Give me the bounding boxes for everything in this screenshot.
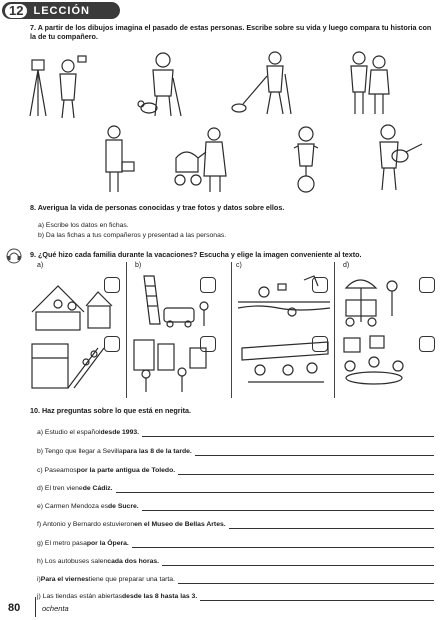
- answer-line[interactable]: [142, 429, 434, 437]
- beach-scene-drawing: [238, 276, 330, 316]
- ex8-item-a: a) Escribe los datos en fichas.: [38, 222, 129, 229]
- ex7-instruction: 7. A partir de los dibujos imagina el pasado de estas personas. Escribe sobre su vida y luego compara tu historia con la de tu compañero.: [30, 23, 432, 41]
- businessman-drawing: [106, 126, 134, 192]
- boy-on-unicycle-drawing: [294, 127, 318, 192]
- answer-line[interactable]: [132, 540, 434, 548]
- sentence-text: a) Estudio el español: [37, 429, 101, 436]
- lesson-number: 12: [5, 4, 27, 18]
- page-word: ochenta: [42, 604, 69, 613]
- guitar-player-drawing: [380, 125, 422, 190]
- ex7-illustrations-row1: [20, 48, 440, 120]
- sentence-text: g) El metro pasa: [37, 540, 87, 547]
- sentence-text: i): [37, 576, 41, 583]
- ex8-item-b: b) Da las fichas a tus compañeros y presentad a las personas.: [38, 232, 227, 239]
- restaurant-scene-drawing: [344, 336, 403, 384]
- sentence-bold-part: cada dos horas.: [107, 558, 160, 565]
- sentence-bold-part: para las 8 de la tarde.: [122, 448, 192, 455]
- sentence-bold-part: por la Ópera.: [86, 540, 129, 547]
- ex7-illustrations-row2: [20, 122, 440, 194]
- sentence-bold-part: desde las 8 hasta las 3.: [122, 593, 198, 600]
- ex10-sentence: [37, 484, 434, 493]
- sentence-bold-part: desde 1993.: [100, 429, 140, 436]
- ex9-col-d-label: d): [343, 262, 350, 269]
- ex9-col-c-label: c): [236, 262, 242, 269]
- sentence-bold-part: de Sucre.: [108, 503, 139, 510]
- lesson-badge: [2, 2, 120, 19]
- answer-line[interactable]: [195, 448, 434, 456]
- old-man-with-dog-drawing: [138, 53, 181, 116]
- sentence-bold-part: Para el viernes: [40, 576, 89, 583]
- ex8-instruction: 8. Averigua la vida de personas conocidas y trae fotos y datos sobre ellos.: [30, 203, 285, 212]
- boat-boarding-drawing: [32, 344, 104, 388]
- ex10-sentence: [37, 575, 434, 584]
- ex9-col-a-label: a): [37, 262, 44, 269]
- market-scene-drawing: [32, 286, 112, 330]
- answer-line[interactable]: [229, 521, 434, 529]
- leaning-tower-drawing: [144, 276, 208, 327]
- sentence-text: d) El tren viene: [37, 485, 83, 492]
- sentence-text: j) Las tiendas están abiertas: [37, 593, 123, 600]
- woman-with-pram-drawing: [175, 128, 226, 192]
- answer-line[interactable]: [142, 503, 434, 511]
- ex10-sentence: [37, 592, 434, 601]
- answer-line[interactable]: [116, 485, 434, 493]
- museum-scene-drawing: [134, 340, 206, 392]
- sentence-text: c) Paseamos: [37, 467, 77, 474]
- sentence-text: f) Antonio y Bernardo estuvieron: [37, 521, 135, 528]
- sentence-text: h) Los autobuses salen: [37, 558, 108, 565]
- ex10-sentence: [37, 539, 434, 548]
- cafe-terrace-drawing: [242, 342, 328, 382]
- answer-line[interactable]: [178, 467, 434, 475]
- ex9-instruction: 9. ¿Qué hizo cada familia durante la vacaciones? Escucha y elige la imagen conveniente al texto.: [30, 250, 362, 259]
- sentence-bold-part: de Cádiz.: [82, 485, 113, 492]
- ex9-illustrations: [28, 272, 438, 398]
- sentence-text-end: tiene que preparar una tarta.: [88, 576, 175, 583]
- man-walking-dog-drawing: [232, 52, 291, 114]
- sentence-text: b) Tengo que llegar a Sevilla: [37, 448, 123, 455]
- answer-line[interactable]: [200, 593, 434, 601]
- lesson-word: LECCIÓN: [33, 4, 90, 17]
- ex10-sentence: [37, 466, 434, 475]
- street-stall-drawing: [346, 280, 397, 326]
- photographer-drawing: [30, 56, 86, 118]
- page-number: 80: [8, 602, 21, 614]
- ex10-sentence: [37, 447, 434, 456]
- answer-line[interactable]: [178, 576, 434, 584]
- ex10-instruction: 10. Haz preguntas sobre lo que está en negrita.: [30, 406, 191, 415]
- ex10-sentence: [37, 520, 434, 529]
- answer-line[interactable]: [162, 558, 434, 566]
- sentence-bold-part: por la parte antigua de Toledo.: [76, 467, 176, 474]
- footer-divider: [35, 597, 36, 617]
- ex10-sentence: [37, 502, 434, 511]
- sentence-bold-part: en el Museo de Bellas Artes.: [134, 521, 226, 528]
- ex9-col-b-label: b): [135, 262, 142, 269]
- sentence-text: e) Carmen Mendoza es: [37, 503, 109, 510]
- headphones-icon: [3, 248, 25, 264]
- ex10-sentence: [37, 557, 434, 566]
- ex10-sentence: [37, 428, 434, 437]
- couple-drawing: [351, 52, 389, 114]
